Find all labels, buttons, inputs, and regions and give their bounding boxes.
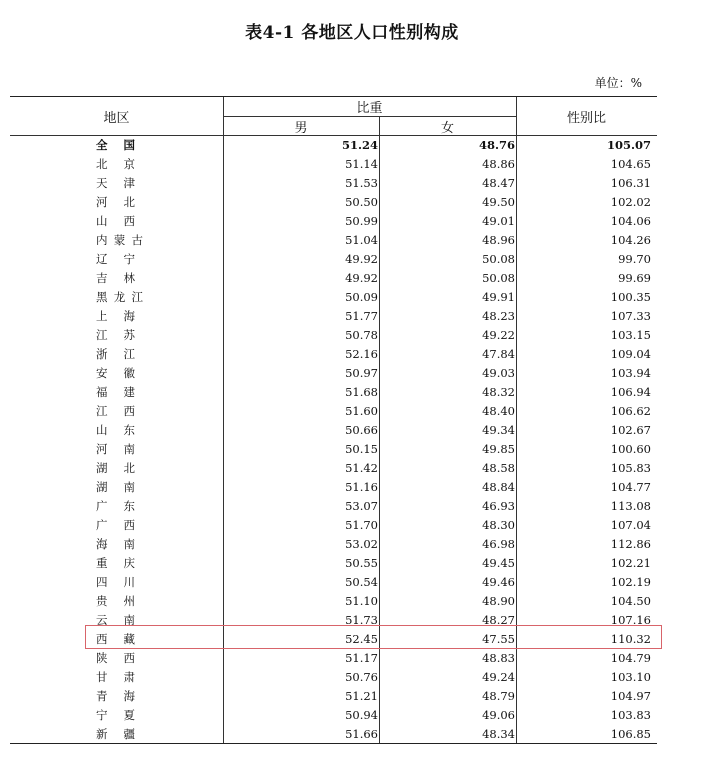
table-row [10, 668, 657, 687]
male-cell: 51.77 [345, 309, 378, 323]
xizang-highlight-box [85, 625, 662, 649]
table-row [10, 288, 657, 307]
region-cell: 海南 [96, 537, 136, 551]
region-cell: 湖北 [96, 461, 136, 475]
sex-ratio-cell: 106.62 [610, 404, 651, 418]
region-cell: 广东 [96, 499, 136, 513]
table-row [10, 459, 657, 478]
sex-ratio-cell: 104.50 [610, 594, 651, 608]
female-cell: 48.32 [482, 385, 515, 399]
male-cell: 50.66 [345, 423, 378, 437]
table-row [10, 592, 657, 611]
table-row [10, 345, 657, 364]
header-female: 女 [440, 120, 454, 136]
female-cell: 48.96 [482, 233, 515, 247]
female-cell: 50.08 [482, 271, 515, 285]
sex-ratio-cell: 104.06 [610, 214, 651, 228]
male-cell: 51.04 [345, 233, 378, 247]
female-cell: 48.27 [482, 613, 515, 627]
region-cell: 山西 [96, 214, 136, 228]
region-cell: 河南 [96, 442, 136, 456]
sex-ratio-cell: 110.32 [610, 632, 651, 646]
female-cell: 49.03 [482, 366, 515, 380]
female-cell: 48.40 [482, 404, 515, 418]
female-cell: 48.47 [482, 176, 515, 190]
table-row [10, 307, 657, 326]
male-cell: 50.99 [345, 214, 378, 228]
female-cell: 49.22 [482, 328, 515, 342]
male-cell: 50.54 [345, 575, 378, 589]
table-row [10, 250, 657, 269]
sex-ratio-cell: 103.83 [610, 708, 651, 722]
female-cell: 49.24 [482, 670, 515, 684]
table-row [10, 193, 657, 212]
male-cell: 49.92 [345, 271, 378, 285]
table-row [10, 497, 657, 516]
table-row [10, 326, 657, 345]
table-row [10, 364, 657, 383]
sex-ratio-cell: 107.33 [610, 309, 651, 323]
male-cell: 51.10 [345, 594, 378, 608]
table-row [10, 687, 657, 706]
region-cell: 北京 [96, 157, 136, 171]
sex-ratio-cell: 103.15 [610, 328, 651, 342]
table-row [10, 136, 657, 155]
table-row [10, 516, 657, 535]
sex-ratio-cell: 103.94 [610, 366, 651, 380]
region-cell: 内蒙古 [96, 233, 144, 247]
female-cell: 49.91 [482, 290, 515, 304]
female-cell: 48.90 [482, 594, 515, 608]
female-cell: 47.84 [482, 347, 515, 361]
female-cell: 49.46 [482, 575, 515, 589]
sex-ratio-cell: 102.02 [610, 195, 651, 209]
sex-ratio-cell: 105.83 [610, 461, 651, 475]
male-cell: 51.68 [345, 385, 378, 399]
male-cell: 49.92 [345, 252, 378, 266]
region-cell: 贵州 [96, 594, 136, 608]
female-cell: 48.34 [482, 727, 515, 741]
sex-ratio-cell: 104.26 [610, 233, 651, 247]
male-cell: 50.55 [345, 556, 378, 570]
male-cell: 52.16 [345, 347, 378, 361]
region-cell: 安徽 [96, 366, 136, 380]
header-proportion: 比重 [356, 101, 383, 116]
male-cell: 51.14 [345, 157, 378, 171]
unit-label: 单位：% [594, 76, 642, 90]
region-cell: 广西 [96, 518, 136, 532]
female-cell: 49.34 [482, 423, 515, 437]
table-row [10, 212, 657, 231]
table-row [10, 402, 657, 421]
female-cell: 49.50 [482, 195, 515, 209]
sex-ratio-cell: 104.65 [610, 157, 651, 171]
female-cell: 48.84 [482, 480, 515, 494]
male-cell: 51.17 [345, 651, 378, 665]
sex-ratio-cell: 107.04 [610, 518, 651, 532]
female-cell: 49.85 [482, 442, 515, 456]
female-cell: 49.45 [482, 556, 515, 570]
region-cell: 云南 [96, 613, 136, 627]
table-row [10, 554, 657, 573]
region-cell: 上海 [96, 309, 136, 323]
region-cell: 宁夏 [96, 708, 136, 722]
table-row [10, 478, 657, 497]
region-cell: 吉林 [96, 271, 136, 285]
male-cell: 51.66 [345, 727, 378, 741]
region-cell: 黑龙江 [96, 290, 144, 304]
female-cell: 47.55 [482, 632, 515, 646]
male-cell: 50.97 [345, 366, 378, 380]
header-male: 男 [294, 120, 308, 136]
region-cell: 江西 [96, 404, 136, 418]
region-cell: 福建 [96, 385, 136, 399]
region-cell: 陕西 [96, 651, 136, 665]
male-cell: 50.09 [345, 290, 378, 304]
female-cell: 46.93 [482, 499, 515, 513]
sex-ratio-cell: 100.60 [610, 442, 651, 456]
sex-ratio-cell: 102.21 [610, 556, 651, 570]
female-cell: 46.98 [482, 537, 515, 551]
sex-ratio-cell: 100.35 [610, 290, 651, 304]
female-cell: 49.06 [482, 708, 515, 722]
region-cell: 山东 [96, 423, 136, 437]
male-cell: 51.60 [345, 404, 378, 418]
male-cell: 53.02 [345, 537, 378, 551]
sex-ratio-cell: 99.69 [618, 271, 651, 285]
region-cell: 四川 [96, 575, 136, 589]
region-cell: 江苏 [96, 328, 136, 342]
sex-ratio-cell: 112.86 [610, 537, 651, 551]
sex-ratio-cell: 102.67 [610, 423, 651, 437]
table-row [10, 573, 657, 592]
region-cell: 浙江 [96, 347, 136, 361]
male-cell: 50.76 [345, 670, 378, 684]
male-cell: 51.16 [345, 480, 378, 494]
region-cell: 青海 [96, 689, 136, 703]
sex-ratio-cell: 103.10 [610, 670, 651, 684]
table-row [10, 440, 657, 459]
region-cell: 西藏 [96, 632, 136, 646]
region-cell: 天津 [96, 176, 136, 190]
table-row [10, 421, 657, 440]
male-cell: 51.53 [345, 176, 378, 190]
female-cell: 48.79 [482, 689, 515, 703]
region-cell: 重庆 [96, 556, 136, 570]
female-cell: 48.83 [482, 651, 515, 665]
table-title: 表4-1 各地区人口性别构成 [245, 23, 459, 43]
female-cell: 48.23 [482, 309, 515, 323]
sex-ratio-cell: 104.77 [610, 480, 651, 494]
sex-ratio-cell: 113.08 [610, 499, 651, 513]
region-cell: 辽宁 [96, 252, 136, 266]
female-cell: 49.01 [482, 214, 515, 228]
region-cell: 新疆 [96, 727, 136, 741]
male-cell: 50.78 [345, 328, 378, 342]
table-row [10, 155, 657, 174]
sex-ratio-cell: 106.85 [610, 727, 651, 741]
sex-ratio-cell: 102.19 [610, 575, 651, 589]
male-cell: 52.45 [345, 632, 378, 646]
table-row [10, 535, 657, 554]
header-sex-ratio: 性别比 [566, 111, 606, 126]
region-cell: 河北 [96, 195, 136, 209]
sex-ratio-cell: 107.16 [610, 613, 651, 627]
table-row [10, 706, 657, 725]
female-cell: 48.86 [482, 157, 515, 171]
sex-ratio-cell: 106.94 [610, 385, 651, 399]
region-cell: 湖南 [96, 480, 136, 494]
table-body [10, 136, 657, 744]
region-cell: 甘肃 [96, 670, 136, 684]
table-row [10, 174, 657, 193]
sex-ratio-cell: 106.31 [610, 176, 651, 190]
male-cell: 50.50 [345, 195, 378, 209]
table-row [10, 231, 657, 250]
male-cell: 51.73 [345, 613, 378, 627]
female-cell: 48.58 [482, 461, 515, 475]
sex-ratio-cell: 105.07 [606, 138, 651, 152]
male-cell: 53.07 [345, 499, 378, 513]
table-row [10, 725, 657, 744]
sex-ratio-cell: 109.04 [610, 347, 651, 361]
region-cell: 全国 [96, 138, 136, 152]
male-cell: 51.70 [345, 518, 378, 532]
female-cell: 48.30 [482, 518, 515, 532]
sex-ratio-cell: 104.79 [610, 651, 651, 665]
male-cell: 50.94 [345, 708, 378, 722]
male-cell: 50.15 [345, 442, 378, 456]
sex-ratio-cell: 99.70 [618, 252, 651, 266]
male-cell: 51.24 [341, 138, 378, 152]
male-cell: 51.21 [345, 689, 378, 703]
sex-ratio-cell: 104.97 [610, 689, 651, 703]
header-region: 地区 [103, 111, 130, 126]
table-row [10, 649, 657, 668]
male-cell: 51.42 [345, 461, 378, 475]
table-row [10, 383, 657, 402]
table-row [10, 269, 657, 288]
female-cell: 48.76 [478, 138, 515, 152]
female-cell: 50.08 [482, 252, 515, 266]
